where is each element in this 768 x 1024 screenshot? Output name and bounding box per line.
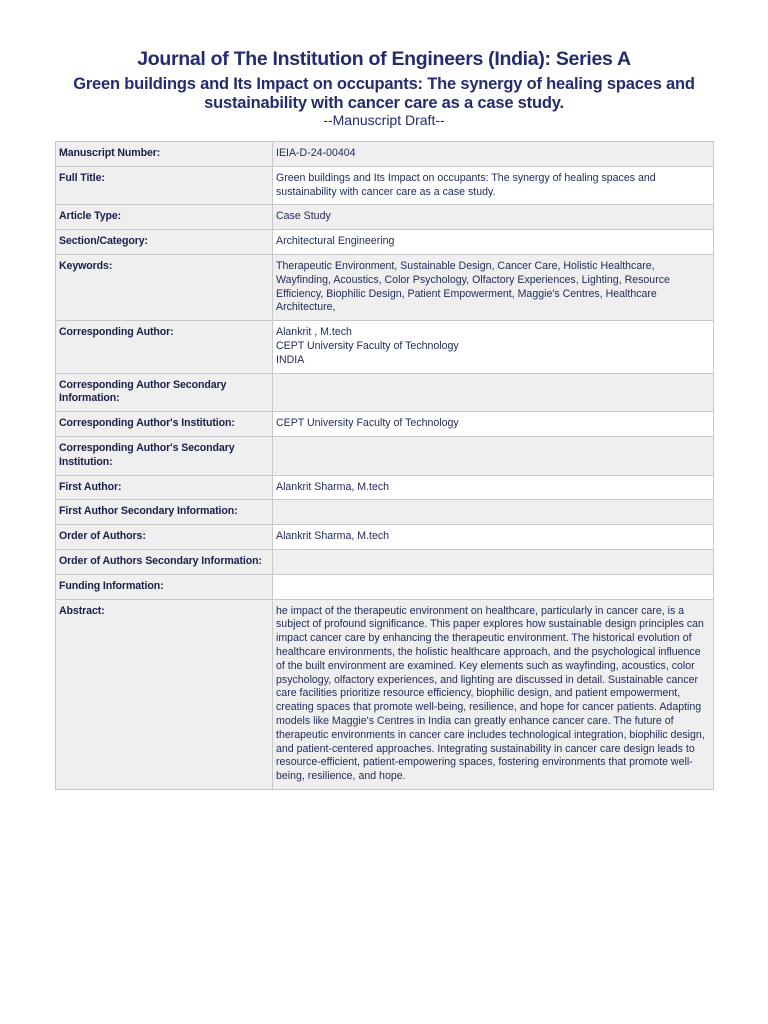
table-row [56,525,714,550]
field-value: Therapeutic Environment, Sustainable Design, Cancer Care, Holistic Healthcare, Wayfinding, Acoustics, Color Psychology, Olfactory Experiences, Lighting, Resource Efficiency, Biophilic Design, Patient Empowerment, Maggie's Centres, Healthcare Architecture, [273,254,714,320]
table-row [56,436,714,475]
field-label: Corresponding Author's Secondary Institution: [56,436,273,475]
table-row [56,599,714,789]
field-label: Corresponding Author's Institution: [56,412,273,437]
table-row [56,205,714,230]
author-name-line: Alankrit , M.tech [276,326,352,339]
field-label: Section/Category: [56,230,273,255]
field-label: First Author Secondary Information: [56,500,273,525]
field-value: CEPT University Faculty of Technology [273,412,714,437]
field-label: Order of Authors Secondary Information: [56,549,273,574]
field-value: IEIA-D-24-00404 [273,142,714,167]
field-label: Corresponding Author: [56,321,273,373]
field-value: Alankrit Sharma, M.tech [273,475,714,500]
field-label: Full Title: [56,166,273,205]
table-row [56,321,714,373]
field-label: Corresponding Author Secondary Information: [56,373,273,412]
table-row [56,412,714,437]
table-row [56,230,714,255]
field-value [273,549,714,574]
abstract-text: he impact of the therapeutic environment on healthcare, particularly in cancer care, is a subject of profound significance. This paper explores how sustainable design principles can impact cancer care by enhancing the therapeutic environment. The historical evolution of healthcare environments, the holistic healthcare approach, and the psychological influence of the built environment are examined. Key elements such as wayfinding, acoustics, color psychology, olfactory experiences, and lighting are discussed in detail. Sustainable cancer care facilities prioritize resource efficiency, biophilic design, and patient empowerment, creating spaces that promote well-being, resilience, and hope for cancer patients. Adapting models like Maggie's Centres in India can greatly enhance cancer care. The future of therapeutic environments in cancer care includes technological integration, biophilic design, and patient-centered approaches. Integrating sustainability in cancer care design leads to resource-efficient, patient-empowering spaces, fostering environments that promote well-being, resilience, and hope. [273,599,714,789]
table-row [56,500,714,525]
field-label: Abstract: [56,599,273,789]
table-row [56,549,714,574]
table-row [56,475,714,500]
field-value [273,321,714,373]
field-value: Green buildings and Its Impact on occupants: The synergy of healing spaces and sustainability with cancer care as a case study. [273,166,714,205]
table-row [56,254,714,320]
field-value: Architectural Engineering [273,230,714,255]
table-row [56,574,714,599]
field-label: Order of Authors: [56,525,273,550]
field-value [273,436,714,475]
author-country-line: INDIA [276,353,305,366]
author-institution-line: CEPT University Faculty of Technology [276,339,459,352]
table-row [56,166,714,205]
table-row [56,373,714,412]
field-label: Funding Information: [56,574,273,599]
manuscript-draft-label: --Manuscript Draft-- [323,112,445,128]
field-value [273,373,714,412]
field-value: Case Study [273,205,714,230]
field-value [273,500,714,525]
field-label: Keywords: [56,254,273,320]
article-title: Green buildings and Its Impact on occupants: The synergy of healing spaces and sustainability with cancer care as a case study. [73,75,695,112]
journal-title: Journal of The Institution of Engineers (India): Series A [137,48,631,70]
table-row [56,142,714,167]
document-header [0,46,768,127]
field-label: First Author: [56,475,273,500]
manuscript-info-table [55,141,714,790]
field-label: Article Type: [56,205,273,230]
field-label: Manuscript Number: [56,142,273,167]
field-value [273,574,714,599]
field-value: Alankrit Sharma, M.tech [273,525,714,550]
